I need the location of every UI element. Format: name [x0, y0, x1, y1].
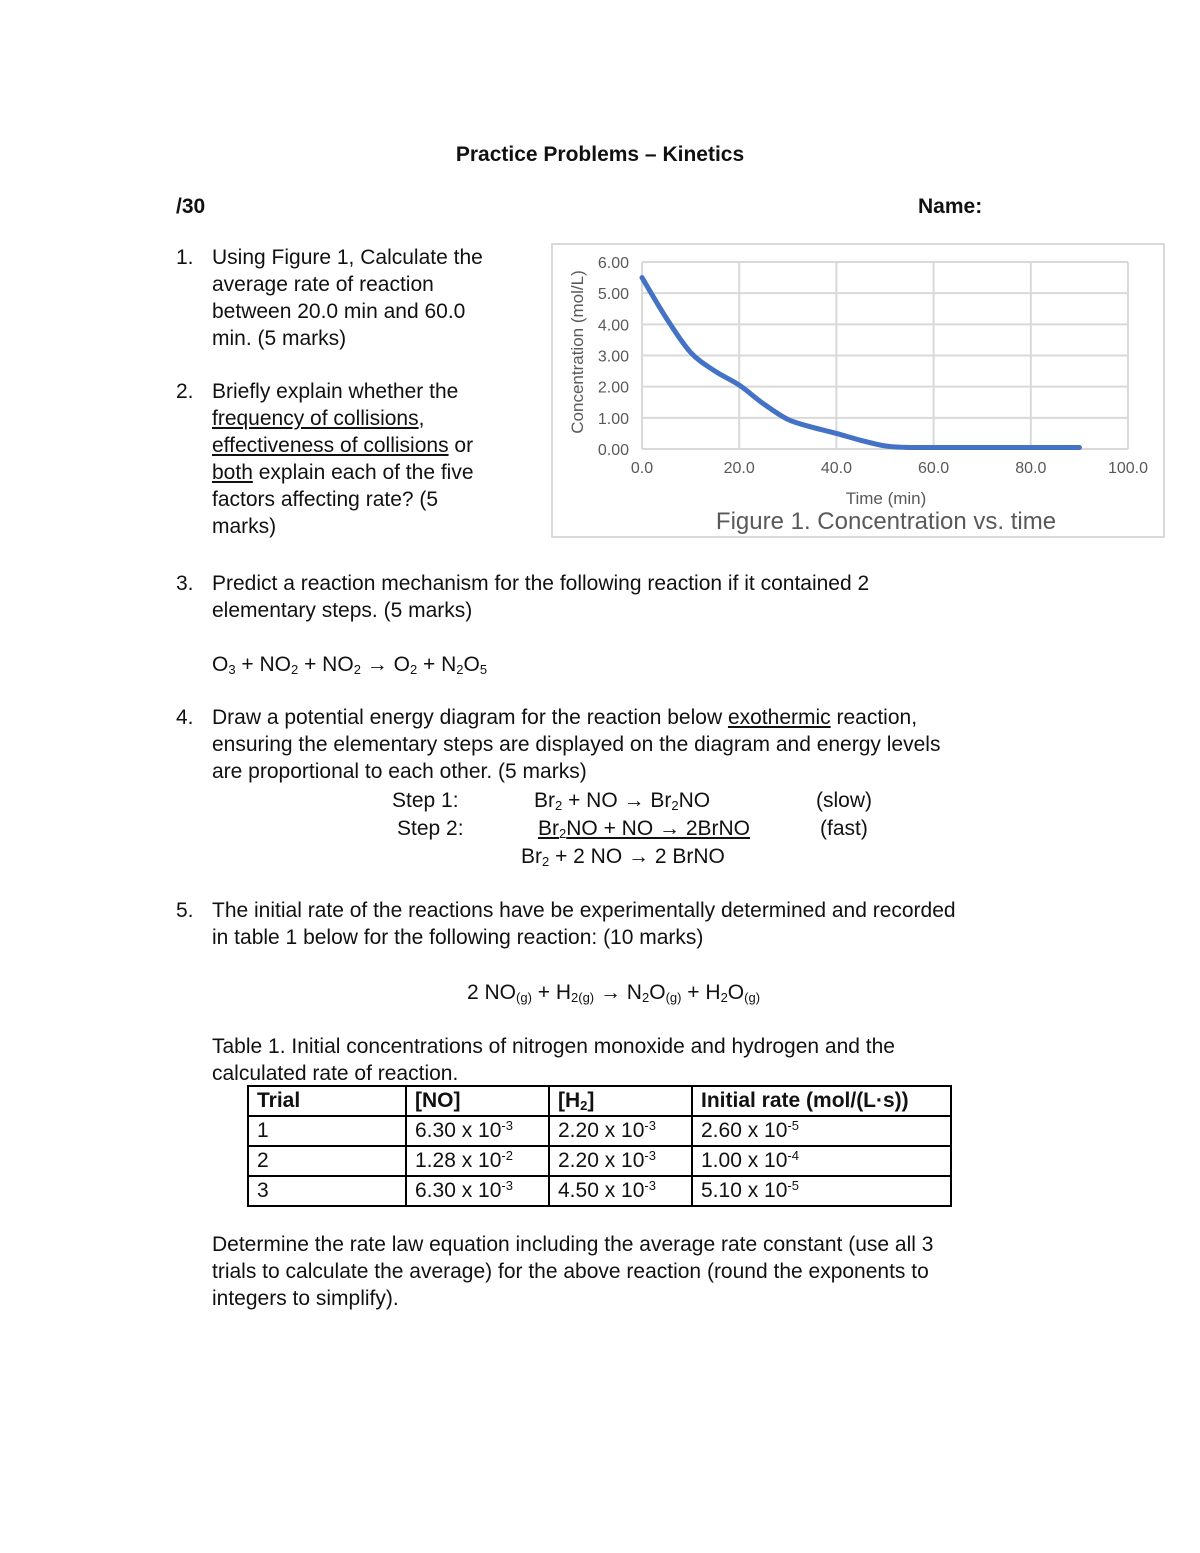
- q2-line: Briefly explain whether the: [212, 380, 459, 403]
- q4-number: 4.: [176, 706, 194, 729]
- x-tick-labels: [631, 460, 1148, 477]
- q4-line: ensuring the elementary steps are displayed on the diagram and energy levels: [212, 733, 941, 756]
- cell-h2: [549, 1146, 692, 1176]
- step2-speed: (fast): [820, 817, 868, 840]
- q2-line: [212, 432, 474, 459]
- caption-line: calculated rate of reaction.: [212, 1062, 459, 1085]
- eq-sub: 2(g): [571, 990, 595, 1005]
- eq-part: + NO → Br: [562, 789, 672, 812]
- eq-part: Br: [534, 789, 555, 812]
- header-trial: Trial: [248, 1086, 406, 1116]
- header-h2: [549, 1086, 692, 1116]
- eq-part: 2 NO: [467, 981, 517, 1004]
- val: 2.60 x 10: [701, 1119, 788, 1142]
- x-tick-label: 60.0: [918, 460, 950, 477]
- final-instructions: [212, 1231, 933, 1312]
- cell-h2: [549, 1176, 692, 1206]
- table-header-row: [248, 1086, 951, 1116]
- val: 1.00 x 10: [701, 1149, 788, 1172]
- q4-line: are proportional to each other. (5 marks): [212, 760, 587, 783]
- step1-speed: (slow): [816, 789, 872, 812]
- q2-line: marks): [212, 515, 277, 538]
- q4-line: [212, 704, 940, 731]
- eq-sub: 2: [641, 990, 650, 1005]
- eq-sub: 2: [456, 662, 464, 677]
- val: 4.50 x 10: [558, 1179, 645, 1202]
- q2-line: [212, 459, 474, 486]
- eq-part: Br: [538, 817, 559, 840]
- q5-number: 5.: [176, 899, 194, 922]
- y-tick-label: 2.00: [597, 379, 629, 397]
- exp: -3: [644, 1118, 656, 1133]
- eq-part: + 2 NO → 2 BrNO: [549, 845, 725, 868]
- val: 1.28 x 10: [415, 1149, 502, 1172]
- cell-no: [406, 1116, 549, 1146]
- series-line: [642, 278, 1079, 448]
- exp: -5: [787, 1178, 799, 1193]
- cell-rate: [692, 1176, 951, 1206]
- eq-sub: 3: [228, 662, 236, 677]
- cell-trial: 1: [248, 1116, 406, 1146]
- exp: -5: [787, 1118, 799, 1133]
- q2-number: 2.: [176, 380, 194, 403]
- eq-part: Br: [521, 845, 542, 868]
- q2-both: both: [212, 461, 253, 484]
- exp: -2: [501, 1148, 513, 1163]
- eq-part: → N: [594, 981, 642, 1004]
- q2-frequency: frequency of collisions: [212, 407, 419, 430]
- y-tick-label: 3.00: [597, 348, 629, 366]
- q5-line: in table 1 below for the following reaction: (10 marks): [212, 926, 704, 949]
- eq-part: O: [649, 981, 666, 1004]
- final-line: trials to calculate the average) for the above reaction (round the exponents to: [212, 1260, 929, 1283]
- q1-line: average rate of reaction: [212, 273, 434, 296]
- q4-part: Draw a potential energy diagram for the reaction below: [212, 706, 728, 729]
- eq-part: + N: [417, 653, 457, 676]
- cell-no: [406, 1146, 549, 1176]
- eq-part: → O: [360, 653, 410, 676]
- eq-sub: 2: [555, 798, 563, 813]
- header-no: [NO]: [406, 1086, 549, 1116]
- x-axis-label: Time (min): [845, 489, 927, 508]
- step2-label: Step 2:: [397, 817, 464, 840]
- eq-sub: 2: [542, 854, 550, 869]
- val: 2.20 x 10: [558, 1119, 645, 1142]
- cell-no: [406, 1176, 549, 1206]
- q2-line: [212, 405, 474, 432]
- q2-text: [212, 378, 474, 540]
- chart-title: Figure 1. Concentration vs. time: [715, 508, 1057, 535]
- h2-close: ]: [587, 1089, 595, 1112]
- total-marks: /30: [176, 195, 206, 218]
- table-row: [248, 1146, 951, 1176]
- table-row: [248, 1116, 951, 1146]
- eq-part: NO + NO → 2BrNO: [566, 817, 751, 840]
- eq-sub: 2: [291, 662, 299, 677]
- overall-equation: [521, 843, 725, 870]
- eq-sub: 2: [720, 990, 728, 1005]
- eq-sub: 2: [671, 798, 679, 813]
- y-tick-label: 5.00: [597, 286, 629, 304]
- eq-sub: 2: [559, 826, 567, 841]
- val: 6.30 x 10: [415, 1119, 502, 1142]
- y-axis-label: Concentration (mol/L): [568, 270, 587, 434]
- eq-sub: (g): [516, 990, 532, 1005]
- q2-comma: ,: [418, 407, 425, 430]
- x-tick-label: 80.0: [1015, 460, 1047, 477]
- eq-part: NO: [678, 789, 711, 812]
- y-tick-label: 6.00: [597, 255, 629, 272]
- page-title: Practice Problems – Kinetics: [455, 143, 745, 166]
- step2-equation: [538, 815, 750, 842]
- y-tick-label: 1.00: [597, 410, 629, 428]
- x-tick-label: 100.0: [1107, 460, 1149, 477]
- q1-line: between 20.0 min and 60.0: [212, 300, 466, 323]
- x-tick-label: 40.0: [820, 460, 852, 477]
- cell-rate: [692, 1116, 951, 1146]
- caption-line: Table 1. Initial concentrations of nitrogen monoxide and hydrogen and the: [212, 1035, 895, 1058]
- q3-line: Predict a reaction mechanism for the following reaction if it contained 2: [212, 572, 870, 595]
- h2-text: [H: [558, 1089, 581, 1112]
- eq-part: O: [463, 653, 480, 676]
- table-row: [248, 1176, 951, 1206]
- q2-effectiveness: effectiveness of collisions: [212, 434, 449, 457]
- q2-or: or: [448, 434, 474, 457]
- eq-part: + H: [531, 981, 572, 1004]
- eq-sub: (g): [665, 990, 682, 1005]
- q5-equation: [467, 979, 760, 1006]
- eq-sub: 2: [353, 662, 361, 677]
- q4-text: [212, 704, 940, 785]
- q3-text: [212, 570, 869, 624]
- step1-equation: [534, 787, 710, 814]
- exp: -3: [501, 1178, 513, 1193]
- exp: -4: [787, 1148, 799, 1163]
- y-tick-label: 4.00: [597, 317, 629, 335]
- cell-trial: 2: [248, 1146, 406, 1176]
- eq-part: O: [212, 653, 229, 676]
- table-caption: [212, 1033, 895, 1087]
- exp: -3: [644, 1148, 656, 1163]
- x-tick-label: 0.0: [630, 460, 654, 477]
- final-line: Determine the rate law equation including the average rate constant (use all 3: [212, 1233, 934, 1256]
- val: 2.20 x 10: [558, 1149, 645, 1172]
- name-label: Name:: [918, 195, 983, 218]
- q1-line: Using Figure 1, Calculate the: [212, 246, 483, 269]
- q4-exothermic: exothermic: [727, 706, 831, 729]
- final-line: integers to simplify).: [212, 1287, 399, 1310]
- figure-1-chart: [551, 243, 1165, 538]
- step1-label: Step 1:: [392, 789, 459, 812]
- eq-part: + NO: [298, 653, 354, 676]
- y-tick-label: 0.00: [597, 442, 629, 459]
- cell-trial: 3: [248, 1176, 406, 1206]
- q4-part: reaction,: [830, 706, 918, 729]
- header-rate: Initial rate (mol/(L·s)): [692, 1086, 951, 1116]
- q3-equation: [212, 651, 487, 678]
- q5-text: [212, 897, 956, 951]
- eq-part: O: [727, 981, 745, 1004]
- eq-part: + NO: [235, 653, 292, 676]
- q5-line: The initial rate of the reactions have be experimentally determined and recorded: [212, 899, 956, 922]
- q1-line: min. (5 marks): [212, 327, 347, 350]
- q3-number: 3.: [176, 572, 194, 595]
- y-tick-labels: [598, 255, 629, 459]
- chart-grid: [642, 262, 1128, 449]
- eq-sub: 2: [409, 662, 418, 677]
- cell-h2: [549, 1116, 692, 1146]
- chart-svg: [553, 245, 1163, 536]
- h2-sub: 2: [580, 1098, 588, 1113]
- q1-number: 1.: [176, 246, 194, 269]
- rate-data-table: [247, 1085, 952, 1207]
- exp: -3: [501, 1118, 513, 1133]
- q2-rest: explain each of the five: [252, 461, 474, 484]
- q2-line: factors affecting rate? (5: [212, 488, 439, 511]
- cell-rate: [692, 1146, 951, 1176]
- eq-part: + H: [681, 981, 721, 1004]
- val: 5.10 x 10: [701, 1179, 788, 1202]
- q3-line: elementary steps. (5 marks): [212, 599, 473, 622]
- eq-sub: (g): [744, 990, 761, 1005]
- q1-text: [212, 244, 483, 352]
- x-tick-label: 20.0: [723, 460, 755, 477]
- exp: -3: [644, 1178, 656, 1193]
- eq-sub: 5: [479, 662, 488, 677]
- val: 6.30 x 10: [415, 1179, 502, 1202]
